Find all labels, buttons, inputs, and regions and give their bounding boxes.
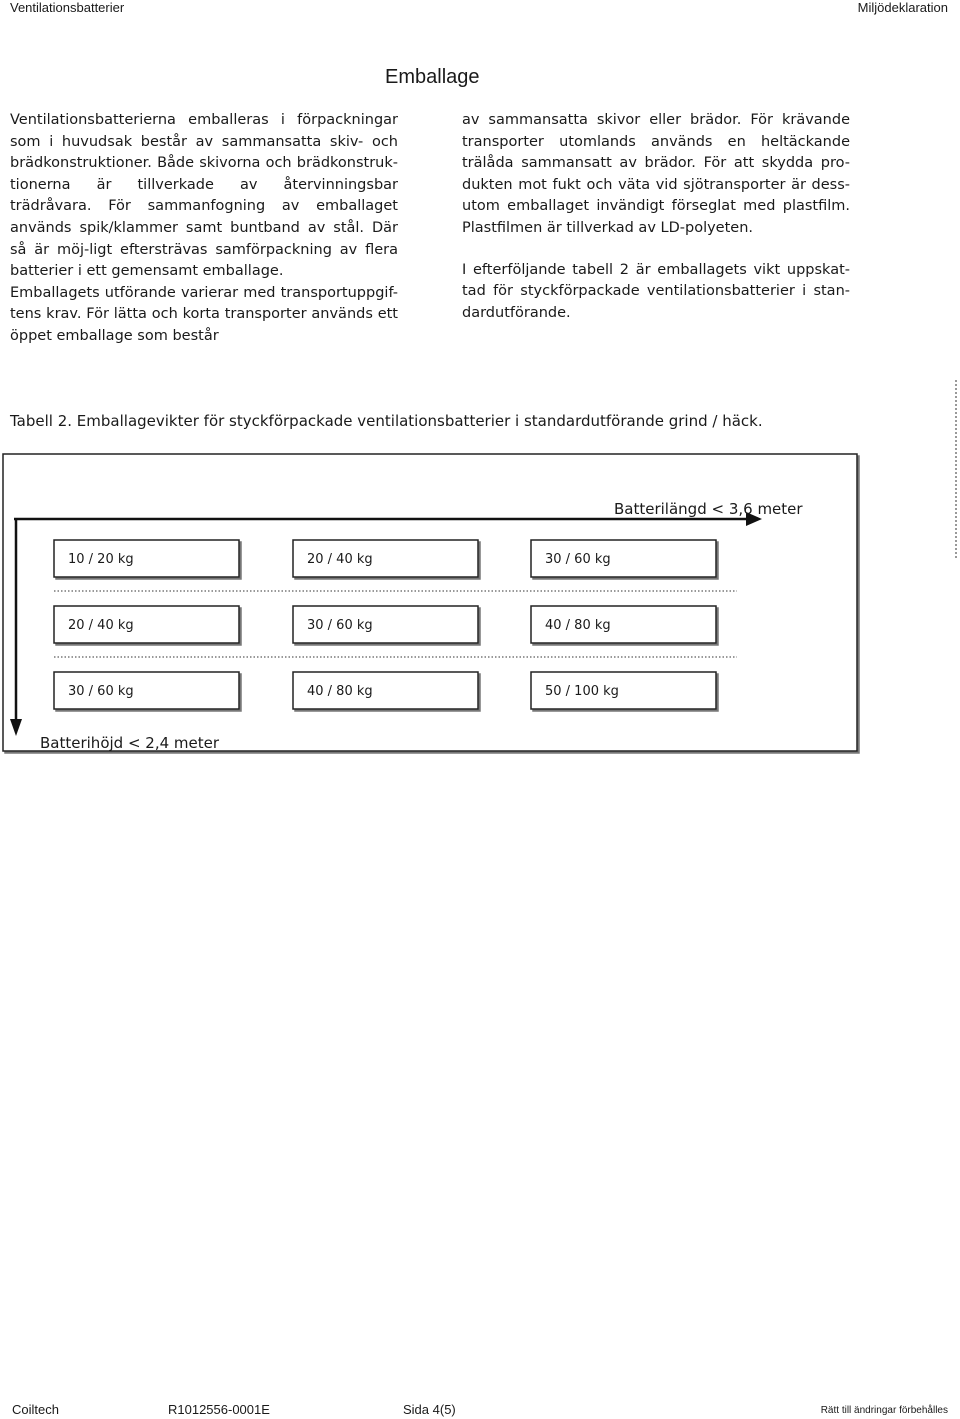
height-label: Batterihöjd < 2,4 meter bbox=[40, 734, 220, 752]
weight-cell-text: 30 / 60 kg bbox=[545, 552, 611, 567]
header-section-title: Miljödeklaration bbox=[857, 0, 948, 15]
page-title: Emballage bbox=[385, 66, 480, 88]
page-edge-divider bbox=[955, 380, 957, 558]
weight-cell-text: 50 / 100 kg bbox=[545, 684, 619, 699]
body-column-left bbox=[10, 110, 398, 348]
weight-cell-text: 40 / 80 kg bbox=[307, 684, 373, 699]
weight-cell-text: 40 / 80 kg bbox=[545, 618, 611, 633]
weight-cell-text: 30 / 60 kg bbox=[68, 684, 134, 699]
weight-cell-text: 20 / 40 kg bbox=[307, 552, 373, 567]
weight-cell-text: 30 / 60 kg bbox=[307, 618, 373, 633]
footer-company: Coiltech bbox=[12, 1402, 59, 1417]
footer-rights-notice: Rätt till ändringar förbehålles bbox=[820, 1405, 948, 1416]
footer-doc-number: R1012556-0001E bbox=[168, 1402, 270, 1417]
footer-page-number: Sida 4(5) bbox=[403, 1402, 456, 1417]
paragraph: Emballagets utförande varierar med transportuppgif-tens krav. För lätta och korta transporter används ett öppet emballage som består bbox=[10, 284, 398, 344]
paragraph: Ventilationsbatterierna emballeras i förpackningar som i huvudsak består av sammansatta skiv- och brädkonstruktioner. Både skivorna och brädkonstruk-tionerna är tillverkade av återvinningsbar trädråvara. För sammanfogning av emballaget används spik/klammer samt buntband av stål. Där så är möj-ligt eftersträvas samförpackning av flera batterier i ett gemensamt emballage. bbox=[10, 112, 398, 280]
length-label: Batterilängd < 3,6 meter bbox=[614, 500, 803, 518]
paragraph: av sammansatta skivor eller brädor. För krävande transporter utomlands används en heltäckande trälåda sammansatt av brädor. För att skydda pro-dukten mot fukt och väta vid sjötransporter är dess-utom emballaget invändigt förseglat med plastfilm. Plastfilmen är tillverkad av LD-polyeten. bbox=[462, 112, 850, 236]
packaging-weight-diagram bbox=[2, 453, 860, 754]
paragraph: I efterföljande tabell 2 är emballagets vikt uppskat-tad för styckförpackade ventilationsbatterier i stan-dardutförande. bbox=[462, 261, 850, 321]
table-caption: Tabell 2. Emballagevikter för styckförpackade ventilationsbatterier i standardutförande grind / häck. bbox=[10, 412, 763, 430]
header-doc-title: Ventilationsbatterier bbox=[10, 0, 125, 15]
weight-cell-text: 10 / 20 kg bbox=[68, 552, 134, 567]
weight-cell-text: 20 / 40 kg bbox=[68, 618, 134, 633]
body-column-right bbox=[462, 110, 850, 324]
